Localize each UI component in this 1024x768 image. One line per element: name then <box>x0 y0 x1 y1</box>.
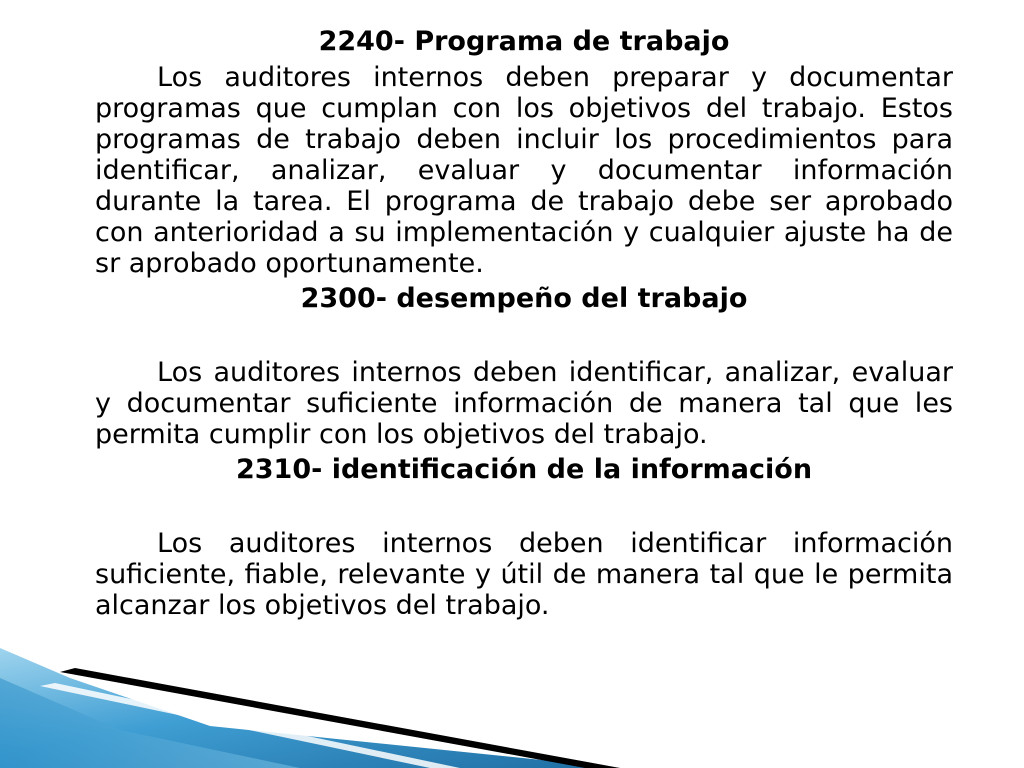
section-heading-2240: 2240- Programa de trabajo <box>318 26 730 57</box>
decorative-ribbon <box>0 638 620 768</box>
section-body-2240: Los auditores internos deben preparar y documentar programas que cumplan con los objetivos del trabajo. Estos programas de trabajo deben incluir los procedimientos para identificar, analizar, evaluar y documentar información durante la tarea. El programa de trabajo debe ser aprobado con anterioridad a su implementación y cualquier ajuste ha de sr aprobado oportunamente. <box>95 62 953 279</box>
slide-content <box>95 22 953 621</box>
section-heading-2310: 2310- identificación de la información <box>235 454 813 485</box>
section-body-2300: Los auditores internos deben identificar, analizar, evaluar y documentar suficiente información de manera tal que les permita cumplir con los objetivos del trabajo. <box>95 357 953 450</box>
section-heading-2300: 2300- desempeño del trabajo <box>300 283 748 314</box>
section-body-2310: Los auditores internos deben identificar información suficiente, fiable, relevante y útil de manera tal que le permita alcanzar los objetivos del trabajo. <box>95 528 953 621</box>
spacer <box>95 319 953 357</box>
spacer <box>95 490 953 528</box>
